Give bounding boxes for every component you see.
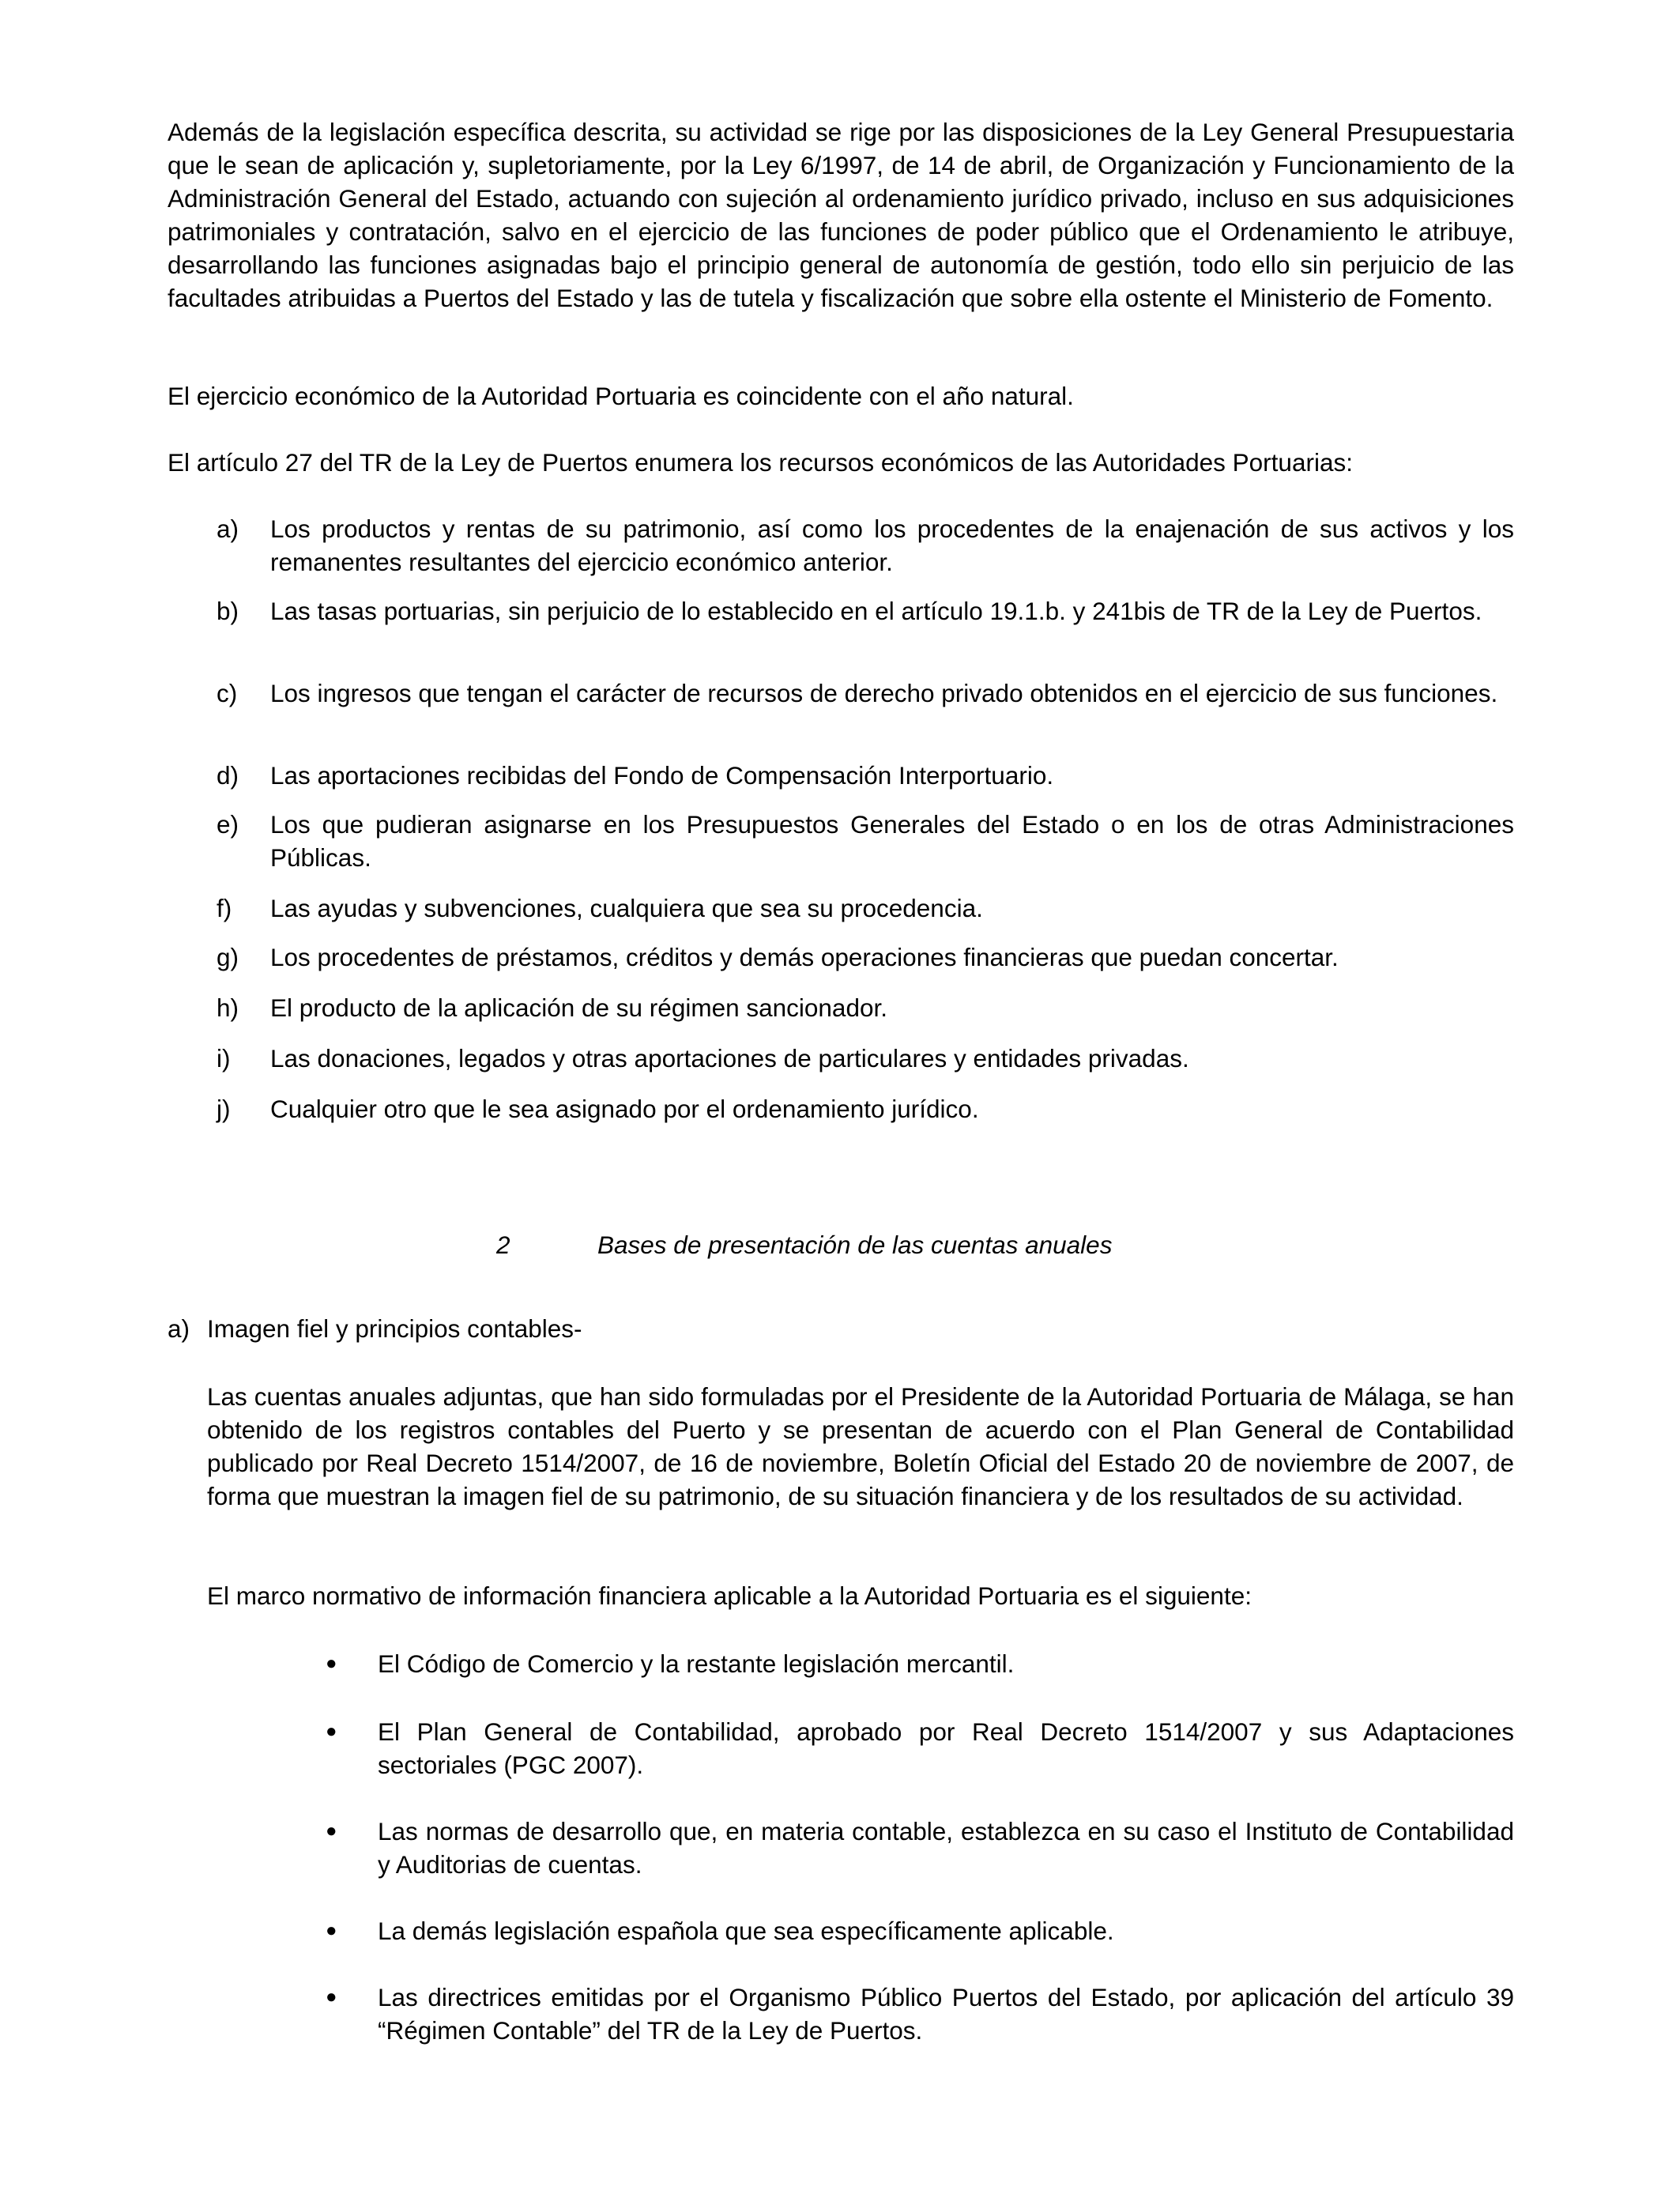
list-marker: g) [217,943,239,971]
section-title: Bases de presentación de las cuentas anuales [597,1231,1113,1259]
cuentas-paragraph: Las cuentas anuales adjuntas, que han sido formuladas por el Presidente de la Autoridad Portuaria de Málaga, se han obtenido de los registros contables del Puerto y se presentan de acuerdo con el Plan General de Contabilidad publicado por Real Decreto 1514/2007, de 16 de noviembre, Boletín Oficial del Estado 20 de noviembre de 2007, de forma que muestran la imagen fiel de su patrimonio, de su situación financiera y de los resultados de su actividad. [207,1382,1514,1510]
articulo-paragraph: El artículo 27 del TR de la Ley de Puertos enumera los recursos económicos de las Autoridades Portuarias: [168,448,1353,477]
subsection-title: Imagen fiel y principios contables- [207,1314,582,1343]
list-item-text: Los que pudieran asignarse en los Presupuestos Generales del Estado o en los de otras Administraciones Públicas. [270,810,1514,872]
list-marker: e) [217,810,239,839]
list-item-text: Las directrices emitidas por el Organismo Público Puertos del Estado, por aplicación del artículo 39 “Régimen Contable” del TR de la Ley de Puertos. [378,1983,1514,2045]
list-item-text: Las donaciones, legados y otras aportaciones de particulares y entidades privadas. [270,1044,1189,1072]
list-marker: b) [217,597,239,625]
bullet-icon: ● [326,1920,337,1941]
list-marker: a) [217,515,239,543]
marco-paragraph: El marco normativo de información financiera aplicable a la Autoridad Portuaria es el siguiente: [207,1581,1252,1610]
list-item-text: Las normas de desarrollo que, en materia contable, establezca en su caso el Instituto de Contabilidad y Auditorias de cuentas. [378,1817,1514,1879]
list-item-text: Los procedentes de préstamos, créditos y demás operaciones financieras que puedan concertar. [270,943,1339,971]
list-marker: f) [217,894,232,922]
ejercicio-paragraph: El ejercicio económico de la Autoridad Portuaria es coincidente con el año natural. [168,382,1074,410]
bullet-icon: ● [326,1653,337,1674]
list-marker: i) [217,1044,231,1072]
section-number: 2 [496,1231,510,1259]
list-item-text: La demás legislación española que sea específicamente aplicable. [378,1917,1114,1945]
bullet-icon: ● [326,1721,337,1742]
list-item-text: Las ayudas y subvenciones, cualquiera que sea su procedencia. [270,894,983,922]
list-marker: c) [217,679,238,707]
list-item-text: Las tasas portuarias, sin perjuicio de lo establecido en el artículo 19.1.b. y 241bis de TR de la Ley de Puertos. [270,597,1482,625]
list-marker: j) [217,1095,231,1123]
intro-paragraph: Además de la legislación específica descrita, su actividad se rige por las disposiciones de la Ley General Presupuestaria que le sean de aplicación y, supletoriamente, por la Ley 6/1997, de 14 de abril, de Organización y Funcionamiento de la Administración General del Estado, actuando con sujeción al ordenamiento jurídico privado, incluso en sus adquisiciones patrimoniales y contratación, salvo en el ejercicio de las funciones de poder público que el Ordenamiento le atribuye, desarrollando las funciones asignadas bajo el principio general de autonomía de gestión, todo ello sin perjuicio de las facultades atribuidas a Puertos del Estado y las de tutela y fiscalización que sobre ella ostente el Ministerio de Fomento. [168,118,1514,312]
bullet-icon: ● [326,1820,337,1842]
list-item-text: El Código de Comercio y la restante legislación mercantil. [378,1649,1015,1678]
bullet-icon: ● [326,1986,337,2007]
list-item-text: El producto de la aplicación de su régimen sancionador. [270,993,887,1022]
list-item-text: Cualquier otro que le sea asignado por el ordenamiento jurídico. [270,1095,979,1123]
list-item-text: Las aportaciones recibidas del Fondo de Compensación Interportuario. [270,761,1054,790]
subsection-marker: a) [168,1314,190,1343]
list-item-text: Los productos y rentas de su patrimonio, así como los procedentes de la enajenación de sus activos y los remanentes resultantes del ejercicio económico anterior. [270,515,1514,576]
list-marker: h) [217,993,239,1022]
list-marker: d) [217,761,239,790]
list-item-text: Los ingresos que tengan el carácter de recursos de derecho privado obtenidos en el ejercicio de sus funciones. [270,679,1498,707]
list-item-text: El Plan General de Contabilidad, aprobado por Real Decreto 1514/2007 y sus Adaptaciones sectoriales (PGC 2007). [378,1717,1514,1779]
